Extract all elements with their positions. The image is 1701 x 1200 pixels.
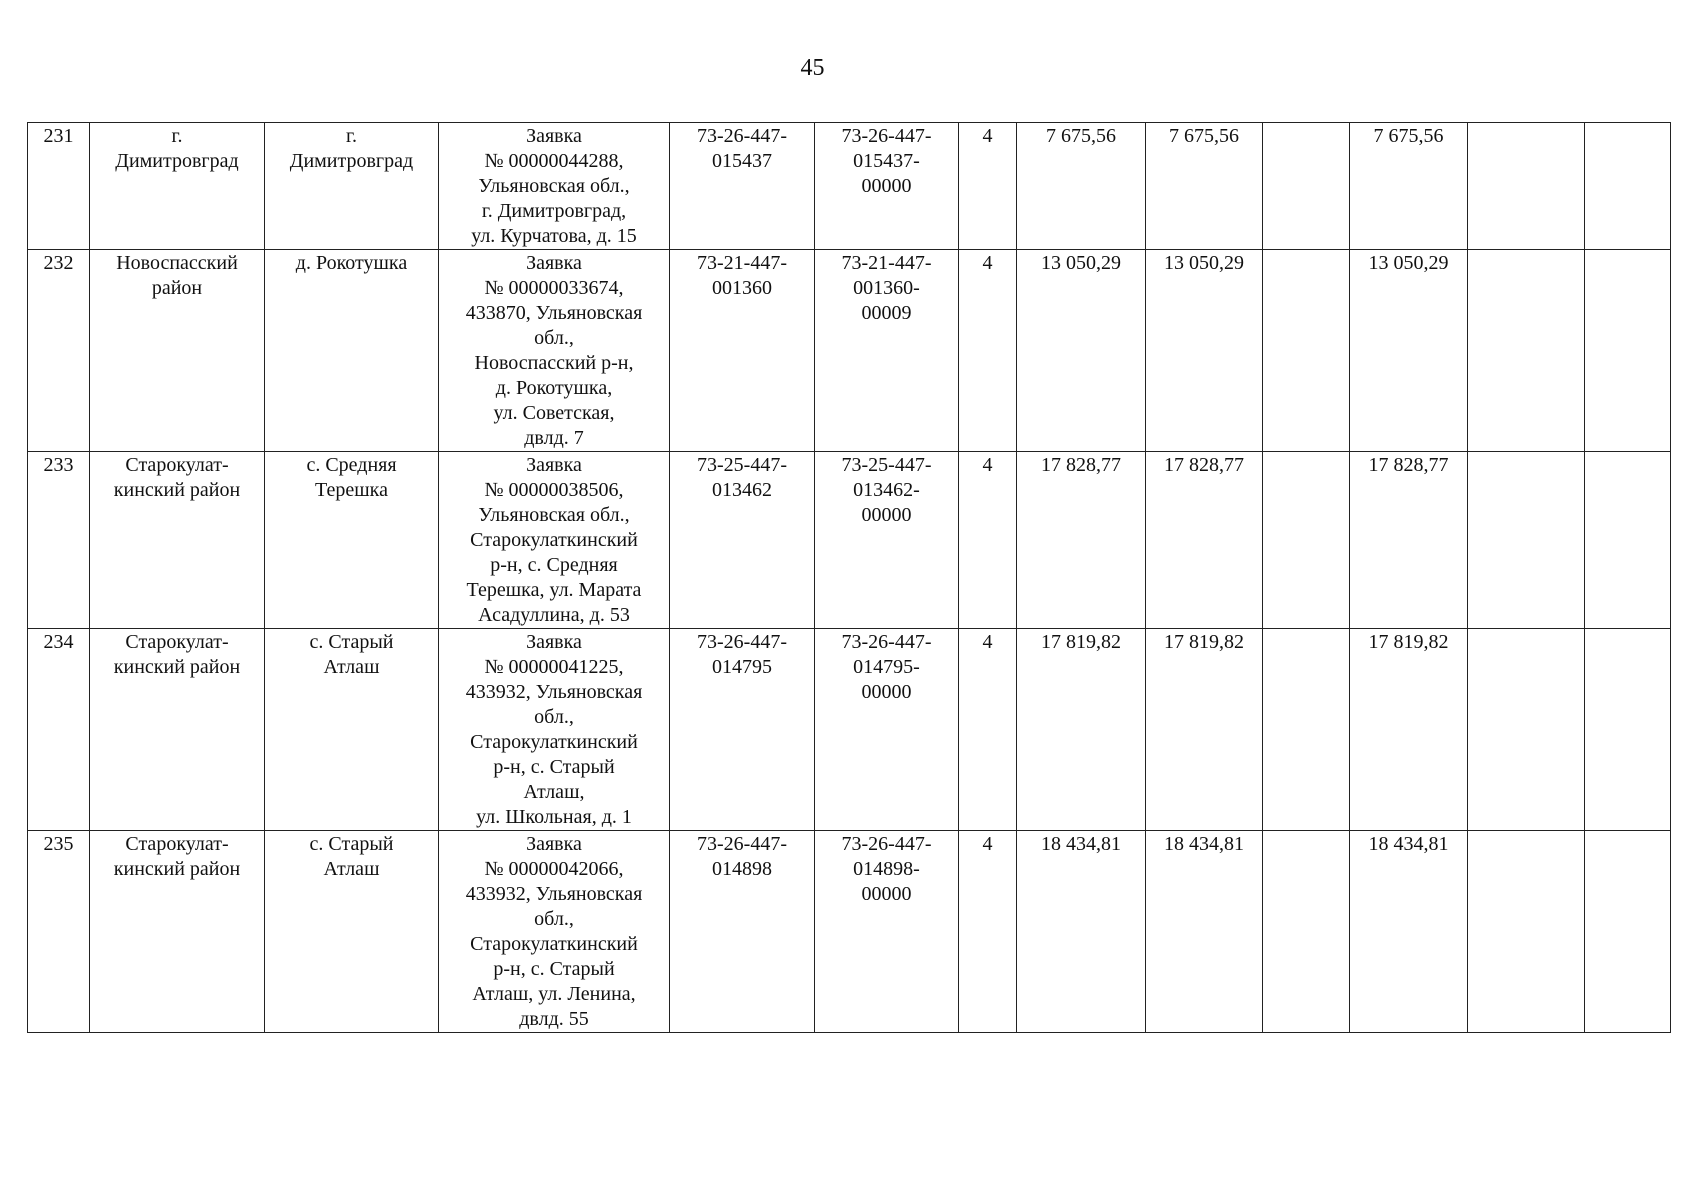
cell-line: 433870, Ульяновская bbox=[465, 302, 643, 324]
amount-cell bbox=[1017, 452, 1146, 629]
table-row bbox=[28, 123, 1671, 250]
cell-line: Ульяновская обл., bbox=[478, 504, 630, 526]
cell-line: 001360 bbox=[712, 277, 772, 299]
row-number-cell bbox=[28, 452, 90, 629]
cell-text: 17 819,82 bbox=[1041, 631, 1121, 653]
cell-line: кинский район bbox=[113, 858, 241, 880]
cell-line: ул. Курчатова, д. 15 bbox=[471, 225, 637, 247]
cell-line: район bbox=[151, 277, 203, 299]
locality-cell bbox=[265, 452, 439, 629]
cell-line: кинский район bbox=[113, 479, 241, 501]
cell-line: № 00000042066, bbox=[484, 858, 624, 880]
cell-line: 73-26-447- bbox=[697, 631, 787, 653]
cell-line: 001360- bbox=[853, 277, 920, 299]
cell-line: 014898 bbox=[712, 858, 772, 880]
cell-text: 4 bbox=[982, 631, 993, 653]
amount-cell bbox=[1350, 123, 1468, 250]
cell-line: 013462 bbox=[712, 479, 772, 501]
table-row bbox=[28, 452, 1671, 629]
amount-cell bbox=[1263, 452, 1350, 629]
full-code-cell bbox=[815, 629, 959, 831]
cell-text: 13 050,29 bbox=[1164, 252, 1244, 274]
amount-cell bbox=[1146, 452, 1263, 629]
cell-line: Асадуллина, д. 53 bbox=[478, 604, 630, 626]
cell-line: Заявка bbox=[526, 833, 582, 855]
cell-line: р-н, с. Старый bbox=[493, 958, 615, 980]
cell-text: 234 bbox=[43, 631, 74, 653]
code-cell bbox=[670, 250, 815, 452]
empty-cell bbox=[1585, 831, 1671, 1033]
cell-line: Атлаш, ул. Ленина, bbox=[472, 983, 636, 1005]
cell-text: 17 828,77 bbox=[1368, 454, 1449, 476]
district-cell bbox=[90, 831, 265, 1033]
cell-line: 73-26-447- bbox=[841, 125, 932, 147]
full-code-cell bbox=[815, 831, 959, 1033]
empty-cell bbox=[1468, 452, 1585, 629]
cell-line: 433932, Ульяновская bbox=[465, 883, 643, 905]
cell-line: г. bbox=[346, 125, 357, 147]
cell-line: д. Рокотушка, bbox=[495, 377, 613, 399]
table-row bbox=[28, 831, 1671, 1033]
cell-text: 7 675,56 bbox=[1373, 125, 1444, 147]
amount-cell bbox=[1263, 123, 1350, 250]
cell-line: Терешка, ул. Марата bbox=[466, 579, 642, 601]
amount-cell bbox=[1350, 452, 1468, 629]
amount-cell bbox=[1146, 831, 1263, 1033]
cell-line: с. Старый bbox=[309, 631, 394, 653]
cell-line: Заявка bbox=[526, 125, 582, 147]
address-cell bbox=[439, 452, 670, 629]
cell-text: 17 819,82 bbox=[1368, 631, 1449, 653]
table-row bbox=[28, 629, 1671, 831]
cell-text: 17 828,77 bbox=[1164, 454, 1244, 476]
full-code-cell bbox=[815, 250, 959, 452]
quantity-cell bbox=[959, 452, 1017, 629]
code-cell bbox=[670, 123, 815, 250]
cell-line: ул. Советская, bbox=[493, 402, 615, 424]
row-number-cell bbox=[28, 123, 90, 250]
code-cell bbox=[670, 452, 815, 629]
cell-line: № 00000044288, bbox=[484, 150, 624, 172]
empty-cell bbox=[1468, 123, 1585, 250]
row-number-cell bbox=[28, 250, 90, 452]
cell-line: № 00000041225, bbox=[484, 656, 624, 678]
district-cell bbox=[90, 629, 265, 831]
cell-line: обл., bbox=[534, 908, 574, 930]
locality-cell bbox=[265, 123, 439, 250]
locality-cell bbox=[265, 831, 439, 1033]
cell-line: Старокулаткинский bbox=[470, 529, 638, 551]
cell-text: 18 434,81 bbox=[1164, 833, 1244, 855]
cell-line: обл., bbox=[534, 327, 574, 349]
cell-line: 00009 bbox=[861, 302, 912, 324]
cell-line: Атлаш, bbox=[523, 781, 585, 803]
cell-line: 013462- bbox=[853, 479, 920, 501]
cell-line: 73-26-447- bbox=[841, 833, 932, 855]
locality-cell bbox=[265, 250, 439, 452]
empty-cell bbox=[1585, 452, 1671, 629]
cell-line: Димитровград bbox=[289, 150, 414, 172]
cell-line: Старокулат- bbox=[125, 631, 229, 653]
amount-cell bbox=[1263, 629, 1350, 831]
cell-text: 233 bbox=[43, 454, 74, 476]
cell-line: Новоспасский р-н, bbox=[474, 352, 634, 374]
cell-line: с. Старый bbox=[309, 833, 394, 855]
address-cell bbox=[439, 629, 670, 831]
empty-cell bbox=[1468, 250, 1585, 452]
cell-line: р-н, с. Старый bbox=[493, 756, 615, 778]
cell-text: 7 675,56 bbox=[1169, 125, 1239, 147]
address-cell bbox=[439, 831, 670, 1033]
empty-cell bbox=[1585, 123, 1671, 250]
empty-cell bbox=[1585, 250, 1671, 452]
cell-line: 015437 bbox=[712, 150, 772, 172]
cell-line: Старокулат- bbox=[125, 454, 229, 476]
code-cell bbox=[670, 831, 815, 1033]
cell-line: Старокулаткинский bbox=[470, 731, 638, 753]
cell-line: Атлаш bbox=[323, 656, 380, 678]
cell-line: 73-26-447- bbox=[841, 631, 932, 653]
amount-cell bbox=[1017, 123, 1146, 250]
cell-line: 014898- bbox=[853, 858, 920, 880]
cell-line: 73-21-447- bbox=[841, 252, 932, 274]
amount-cell bbox=[1263, 831, 1350, 1033]
district-cell bbox=[90, 250, 265, 452]
cell-line: двлд. 55 bbox=[519, 1008, 589, 1030]
code-cell bbox=[670, 629, 815, 831]
cell-text: 232 bbox=[43, 252, 74, 274]
cell-line: Старокулаткинский bbox=[470, 933, 638, 955]
cell-line: 73-26-447- bbox=[697, 833, 787, 855]
full-code-cell bbox=[815, 123, 959, 250]
data-table bbox=[27, 122, 1671, 1033]
cell-line: Новоспасский bbox=[116, 252, 238, 274]
cell-line: ул. Школьная, д. 1 bbox=[476, 806, 632, 828]
table-row bbox=[28, 250, 1671, 452]
cell-text: 17 828,77 bbox=[1041, 454, 1121, 476]
amount-cell bbox=[1146, 250, 1263, 452]
amount-cell bbox=[1263, 250, 1350, 452]
amount-cell bbox=[1017, 831, 1146, 1033]
cell-line: Атлаш bbox=[323, 858, 380, 880]
cell-line: 00000 bbox=[861, 175, 912, 197]
cell-line: 73-21-447- bbox=[697, 252, 787, 274]
cell-line: 00000 bbox=[861, 883, 912, 905]
cell-line: 00000 bbox=[861, 681, 912, 703]
cell-line: № 00000033674, bbox=[484, 277, 624, 299]
cell-text: 7 675,56 bbox=[1046, 125, 1116, 147]
cell-text: 18 434,81 bbox=[1041, 833, 1121, 855]
cell-line: г. Димитровград, bbox=[481, 200, 627, 222]
cell-line: Старокулат- bbox=[125, 833, 229, 855]
cell-line: двлд. 7 bbox=[524, 427, 584, 449]
cell-text: 4 bbox=[982, 125, 993, 147]
cell-text: 4 bbox=[982, 252, 993, 274]
cell-line: 433932, Ульяновская bbox=[465, 681, 643, 703]
locality-cell bbox=[265, 629, 439, 831]
cell-line: 73-25-447- bbox=[697, 454, 787, 476]
cell-text: 4 bbox=[982, 454, 993, 476]
address-cell bbox=[439, 123, 670, 250]
cell-line: г. bbox=[171, 125, 183, 147]
empty-cell bbox=[1468, 831, 1585, 1033]
quantity-cell bbox=[959, 629, 1017, 831]
cell-line: д. Рокотушка bbox=[295, 252, 408, 274]
quantity-cell bbox=[959, 123, 1017, 250]
amount-cell bbox=[1350, 831, 1468, 1033]
cell-line: 73-26-447- bbox=[697, 125, 787, 147]
row-number-cell bbox=[28, 831, 90, 1033]
cell-line: 014795- bbox=[853, 656, 920, 678]
cell-text: 13 050,29 bbox=[1041, 252, 1121, 274]
row-number-cell bbox=[28, 629, 90, 831]
cell-line: обл., bbox=[534, 706, 574, 728]
amount-cell bbox=[1350, 629, 1468, 831]
quantity-cell bbox=[959, 831, 1017, 1033]
cell-line: Димитровград bbox=[115, 150, 239, 172]
cell-line: Заявка bbox=[526, 252, 582, 274]
cell-line: 015437- bbox=[853, 150, 920, 172]
cell-line: с. Средняя bbox=[306, 454, 397, 476]
cell-text: 13 050,29 bbox=[1368, 252, 1449, 274]
cell-line: № 00000038506, bbox=[484, 479, 624, 501]
cell-line: Терешка bbox=[315, 479, 388, 501]
cell-line: Заявка bbox=[526, 454, 582, 476]
cell-line: Заявка bbox=[526, 631, 582, 653]
cell-text: 18 434,81 bbox=[1368, 833, 1449, 855]
cell-line: Ульяновская обл., bbox=[478, 175, 630, 197]
district-cell bbox=[90, 123, 265, 250]
cell-text: 17 819,82 bbox=[1164, 631, 1244, 653]
amount-cell bbox=[1146, 629, 1263, 831]
table-body bbox=[28, 123, 1671, 1033]
cell-line: 014795 bbox=[712, 656, 772, 678]
cell-line: кинский район bbox=[113, 656, 241, 678]
cell-line: р-н, с. Средняя bbox=[490, 554, 618, 576]
page-number: 45 bbox=[800, 55, 825, 81]
cell-line: 00000 bbox=[861, 504, 912, 526]
cell-line: 73-25-447- bbox=[841, 454, 932, 476]
amount-cell bbox=[1017, 250, 1146, 452]
empty-cell bbox=[1585, 629, 1671, 831]
quantity-cell bbox=[959, 250, 1017, 452]
address-cell bbox=[439, 250, 670, 452]
cell-text: 235 bbox=[43, 833, 74, 855]
empty-cell bbox=[1468, 629, 1585, 831]
cell-text: 231 bbox=[43, 125, 74, 147]
cell-text: 4 bbox=[982, 833, 993, 855]
amount-cell bbox=[1146, 123, 1263, 250]
district-cell bbox=[90, 452, 265, 629]
amount-cell bbox=[1350, 250, 1468, 452]
amount-cell bbox=[1017, 629, 1146, 831]
full-code-cell bbox=[815, 452, 959, 629]
